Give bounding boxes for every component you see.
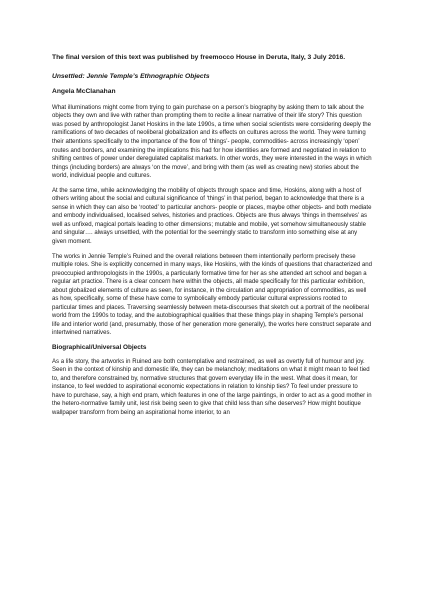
article-subtitle: Unsettled: Jennie Temple’s Ethnographic Objects xyxy=(52,72,210,80)
section-paragraph: As a life story, the artworks in Ruined are both contemplative and restrained, as well as overtly full of humour and joy. Seen in the context of kinship and domestic life, they can be melancholy; meditations on what it might mean to feel tied to, and therefore constrained by, normative structures that govern everyday life in the west. What does it mean, for instance, to feel wedded to aspirational economic expectations in relation to kinship ties? To feel under pressure to have to purchase, say, a high end pram, which features in one of the large paintings, in order to act as a good mother in the hetero-normative family unit, lest risk being seen to give that child less than s/he deserves? How might boutique wallpaper transform from being an aspirational home interior, to an xyxy=(52,358,372,416)
body-paragraph: The works in Jennie Temple’s Ruined and the overall relations between them intentionally perform precisely these multiple roles. She is explicitly concerned in many ways, like Hoskins, with the kinds of questions that characterized and preoccupied anthropologists in the 1990s, a particularly formative time for her as she attended art school and began a regular art practice. There is a clear concern here within the objects, all made specifically for this particular exhibition, about globalized elements of culture as seen, for instance, in the circulation and appropriation of commodities, as well as how, specifically, some of these have come to symbolically embody particular cultural expressions rooted to particular times and places. Traversing seamlessly between meta-discourses that sketch out a portrait of the neoliberal world from the 1990s to today, and the autobiographical qualities that these things play in shaping Temple’s personal life and interior world (and, presumably, those of her generation more generally), the works here construct separate and intertwined narratives. xyxy=(52,253,372,337)
body-paragraph: What illuminations might come from trying to gain purchase on a person’s biography by asking them to talk about the objects they own and live with rather than prompting them to recite a linear narrative of their life story? This question was posed by anthropologist Janet Hoskins in the late 1990s, a time when social scientists were considering deeply the ramifications of two decades of neoliberal globalization and its effects on cultures across the world. They were turning their attentions specifically to the importance of the flow of ‘things’- people, commodities- across increasingly ‘open’ routes and borders, and examining the implications this had for how identities are formed and negotiated in relation to shifting centres of power under deregulated capitalist markets. In other words, they were interested in the ways in which things (including borders) are always ‘on the move’, and bring with them (as well as creating new) stories about the world, individual people and cultures. xyxy=(52,104,372,180)
body-paragraph: At the same time, while acknowledging the mobility of objects through space and time, Hoskins, along with a host of others writing about the social and cultural significance of ‘things’ in that period, began to acknowledge that there is a sense in which they can also be ‘rooted’ to particular anchors- people or places, maybe other objects- and both mediate and embody individualised, localised selves, histories and practices. Objects are thus always ‘things in themselves’ as well as unfixed, magical portals leading to other dimensions; mutable and mobile, yet somehow simultaneously stable and singular…. always unsettled, with the potential for the seemingly static to transform into something else at any given moment. xyxy=(52,187,372,245)
page-content xyxy=(52,54,372,588)
publication-note: The final version of this text was published by freemocco House in Deruta, Italy, 3 July 2016. xyxy=(52,54,346,61)
section-heading: Biographical/Universal Objects xyxy=(52,344,147,351)
author-name: Angela McClanahan xyxy=(52,88,116,96)
